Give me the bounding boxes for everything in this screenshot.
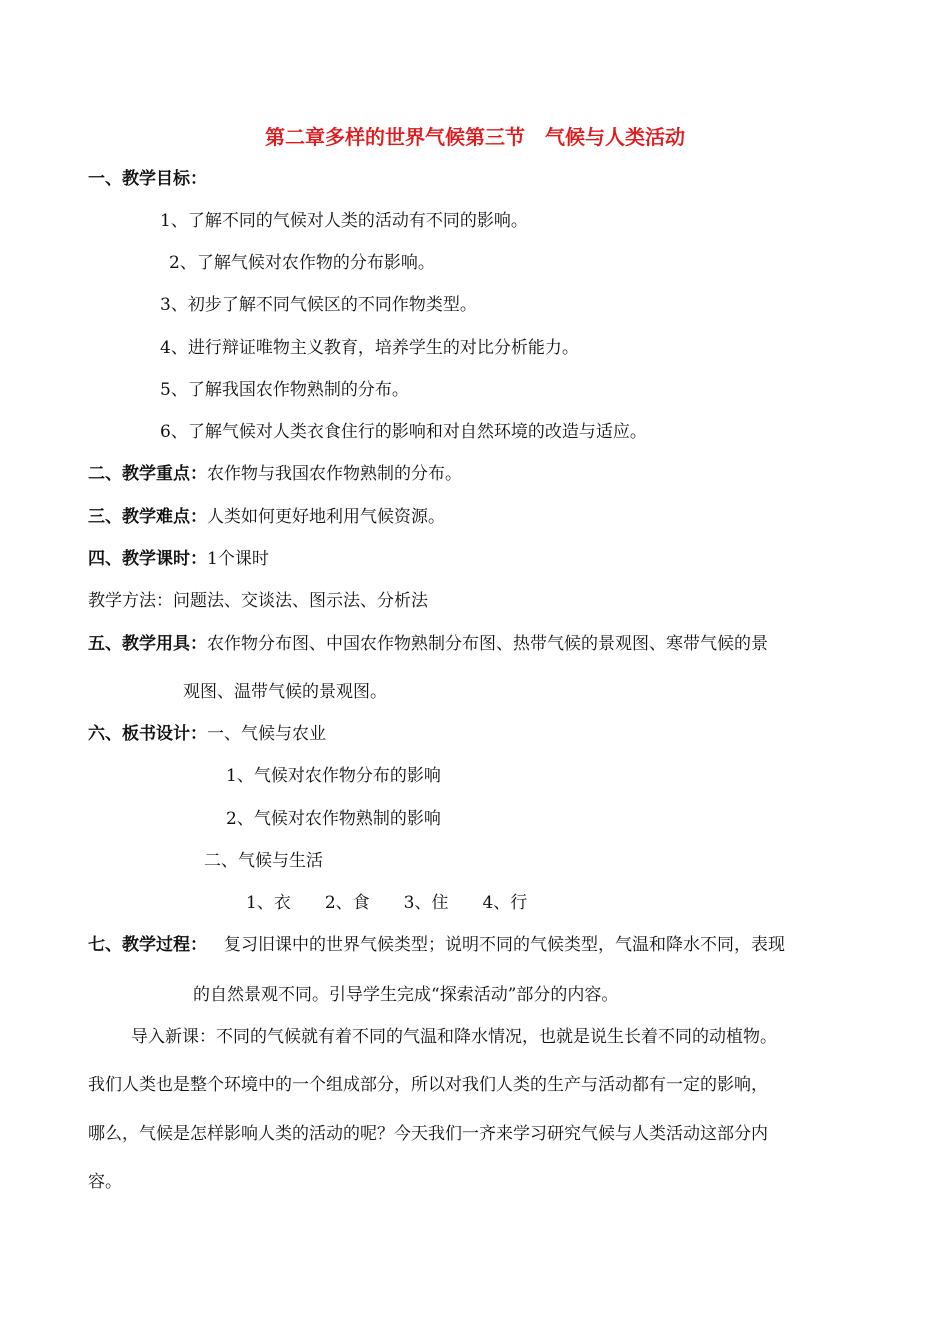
tools-text: 农作物分布图、中国农作物熟制分布图、热带气候的景观图、寒带气候的景 <box>207 634 768 654</box>
hours-text: 1个课时 <box>207 549 269 569</box>
board-label: 六、板书设计： <box>88 724 207 744</box>
process-text-continued: 的自然景观不同。引导学生完成“探索活动”部分的内容。 <box>193 985 619 1005</box>
hours-row <box>88 547 269 571</box>
objective-item: 4、进行辩证唯物主义教育，培养学生的对比分析能力。 <box>160 338 579 358</box>
board-item: 二、气候与生活 <box>204 851 323 871</box>
objectives-heading: 一、教学目标： <box>88 169 207 189</box>
difficulties-row <box>88 505 445 529</box>
key-points-text: 农作物与我国农作物熟制的分布。 <box>207 464 462 484</box>
intro-paragraph-line: 导入新课：不同的气候就有着不同的气温和降水情况，也就是说生长着不同的动植物。 <box>131 1027 777 1047</box>
board-row <box>88 722 326 746</box>
intro-paragraph-line: 容。 <box>88 1172 122 1192</box>
objective-item: 3、初步了解不同气候区的不同作物类型。 <box>160 295 477 315</box>
page-title: 第二章多样的世界气候第三节 气候与人类活动 <box>265 125 685 149</box>
intro-paragraph-line: 我们人类也是整个环境中的一个组成部分，所以对我们人类的生产与活动都有一定的影响， <box>88 1075 768 1095</box>
tools-row <box>88 632 768 656</box>
process-label: 七、教学过程： <box>88 935 207 955</box>
process-row <box>88 933 785 957</box>
intro-paragraph-line: 哪么，气候是怎样影响人类的活动的呢？今天我们一齐来学习研究气候与人类活动这部分内 <box>88 1124 768 1144</box>
key-points-row <box>88 462 462 486</box>
methods-line: 教学方法：问题法、交谈法、图示法、分析法 <box>88 591 428 611</box>
board-item: 1、气候对农作物分布的影响 <box>226 766 441 786</box>
board-item: 1、衣 2、食 3、住 4、行 <box>246 893 528 913</box>
objective-item: 6、了解气候对人类衣食住行的影响和对自然环境的改造与适应。 <box>160 422 647 442</box>
tools-text-continued: 观图、温带气候的景观图。 <box>183 682 387 702</box>
key-points-label: 二、教学重点： <box>88 464 207 484</box>
board-item: 一、气候与农业 <box>207 724 326 744</box>
process-text: 复习旧课中的世界气候类型；说明不同的气候类型，气温和降水不同，表现 <box>224 935 785 955</box>
board-item: 2、气候对农作物熟制的影响 <box>226 809 441 829</box>
difficulties-text: 人类如何更好地利用气候资源。 <box>207 507 445 527</box>
difficulties-label: 三、教学难点： <box>88 507 207 527</box>
tools-label: 五、教学用具： <box>88 634 207 654</box>
objective-item: 5、了解我国农作物熟制的分布。 <box>160 380 409 400</box>
hours-label: 四、教学课时： <box>88 549 207 569</box>
objective-item: 2、了解气候对农作物的分布影响。 <box>169 253 435 273</box>
objective-item: 1、了解不同的气候对人类的活动有不同的影响。 <box>160 211 528 231</box>
